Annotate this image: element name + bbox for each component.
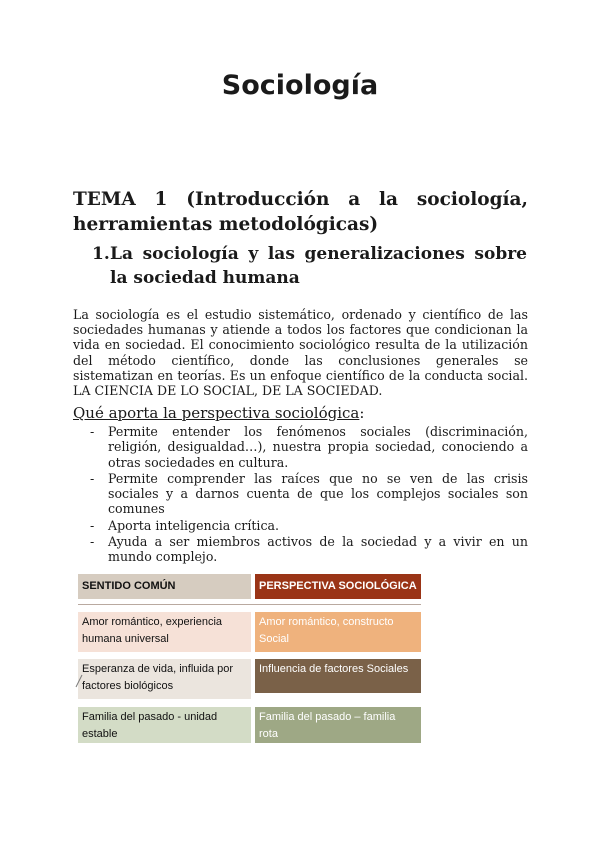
pen-mark-icon xyxy=(74,674,84,688)
page-title: Sociología xyxy=(221,70,379,101)
bullet-dash: - xyxy=(90,534,95,550)
list-item xyxy=(90,534,528,565)
question-heading-colon: : xyxy=(359,404,365,422)
table-cell-left: Amor romántico, experiencia humana universal xyxy=(78,612,251,652)
question-heading xyxy=(73,404,364,422)
bullet-dash: - xyxy=(90,470,95,486)
question-heading-text: Qué aporta la perspectiva sociológica xyxy=(73,404,360,422)
intro-paragraph: La sociología es el estudio sistemático, ordenado y científico de las sociedades humanas y atiende a todos los factores que condicionan la vida en sociedad. El conocimiento sociológico resulta de la utilización del método científico, donde las conclusiones generales se sistematizan en teorías. Es un enfoque científico de la conducta social. LA CIENCIA DE LO SOCIAL, DE LA SOCIEDAD. xyxy=(73,307,528,399)
list-item xyxy=(90,518,528,533)
list-item-text: Permite entender los fenómenos sociales (discriminación, religión, desigualdad…), nuestra propia sociedad, conociendo a otras sociedades en cultura. xyxy=(108,424,528,470)
table-header-left: SENTIDO COMÚN xyxy=(78,574,251,599)
section-number: 1. xyxy=(92,244,110,264)
table-cell-right: Amor romántico, constructo Social xyxy=(255,612,421,652)
benefits-list xyxy=(90,424,528,566)
list-item-text: Permite comprender las raíces que no se ven de las crisis sociales y a darnos cuenta de que los complejos sociales son comunes xyxy=(108,470,528,517)
topic-heading: TEMA 1 (Introducción a la sociología, herramientas metodológicas) xyxy=(73,189,528,235)
table-cell-left: Esperanza de vida, influida por factores biológicos xyxy=(78,659,251,699)
list-item xyxy=(90,471,528,517)
section-heading xyxy=(92,242,527,290)
table-cell-left: Familia del pasado - unidad estable xyxy=(78,707,251,743)
table-header-right: PERSPECTIVA SOCIOLÓGICA xyxy=(255,574,421,599)
list-item-text: Ayuda a ser miembros activos de la sociedad y a vivir en un mundo complejo. xyxy=(108,534,528,565)
table-divider xyxy=(78,604,421,605)
table-cell-right: Familia del pasado – familia rota xyxy=(255,707,421,743)
list-item-text: Aporta inteligencia crítica. xyxy=(108,517,280,533)
bullet-dash: - xyxy=(90,517,95,533)
table-cell-right: Influencia de factores Sociales xyxy=(255,659,421,693)
section-title: La sociología y las generalizaciones sobre la sociedad humana xyxy=(110,244,527,288)
list-item xyxy=(90,424,528,470)
bullet-dash: - xyxy=(90,424,95,439)
